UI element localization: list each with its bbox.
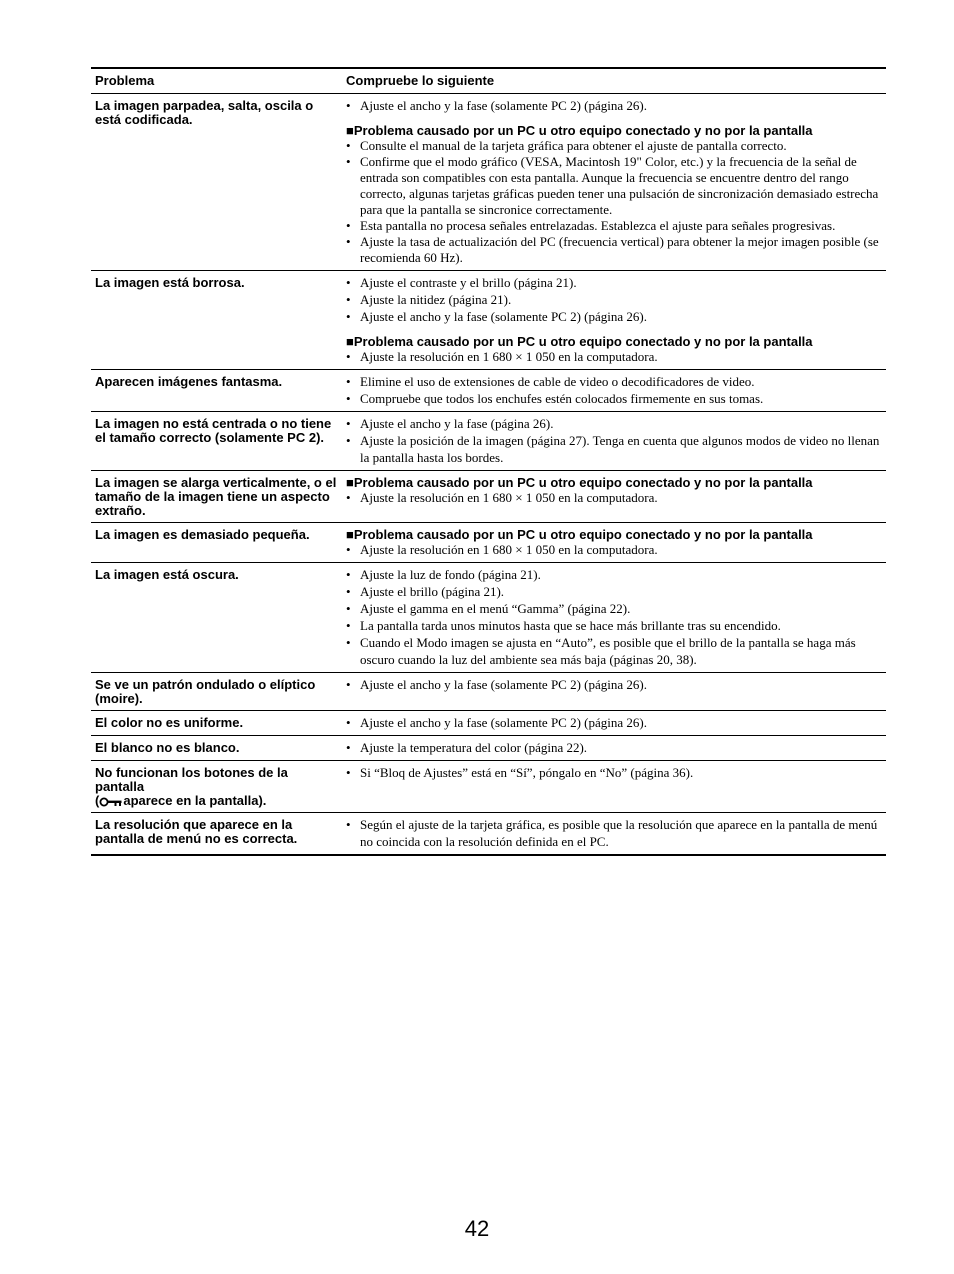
problem-cell: [91, 813, 342, 856]
check-cell: [342, 271, 886, 370]
problem-cell: [91, 271, 342, 370]
problem-text: El blanco no es blanco.: [95, 740, 240, 755]
problem-text: No funcionan los botones de la pantalla: [95, 765, 288, 794]
page-number: 42: [464, 1216, 490, 1241]
table-row: [91, 563, 886, 673]
problem-cell: [91, 523, 342, 563]
check-list: [346, 415, 882, 466]
check-cell: [342, 673, 886, 711]
check-list: [346, 816, 882, 850]
list-item: • Ajuste la nitidez (página 21).: [346, 291, 882, 308]
troubleshooting-table-container: [91, 67, 886, 856]
table-row: [91, 471, 886, 523]
list-item: • Ajuste la resolución en 1 680 × 1 050 en la computadora.: [346, 349, 882, 365]
problem-cell: [91, 94, 342, 271]
table-row: [91, 412, 886, 471]
section-heading: [346, 124, 882, 138]
table-row: [91, 711, 886, 736]
black-square-icon: ■: [346, 527, 354, 542]
list-item: • Confirme que el modo gráfico (VESA, Macintosh 19" Color, etc.) y la frecuencia de la señal de entrada son compatibles con esta pantalla. Aunque la frecuencia se encuentre dentro del rango correcto, algunas tarjetas gráficas pueden tener una pulsación de sincronización demasiado estrecha para que la pantalla se sincronice correctamente.: [346, 154, 882, 218]
list-item: • Ajuste el brillo (página 21).: [346, 583, 882, 600]
list-item: • Según el ajuste de la tarjeta gráfica, es posible que la resolución que aparece en la pantalla de menú no coincida con la resolución definida en el PC.: [346, 816, 882, 850]
black-square-icon: ■: [346, 334, 354, 349]
section-list: [346, 490, 882, 506]
section-list: [346, 349, 882, 365]
section-heading-text: Problema causado por un PC u otro equipo conectado y no por la pantalla: [353, 123, 813, 138]
list-item: • Compruebe que todos los enchufes estén colocados firmemente en sus tomas.: [346, 390, 882, 407]
section-heading-text: Problema causado por un PC u otro equipo conectado y no por la pantalla: [353, 334, 813, 349]
problem-text: La imagen está borrosa.: [95, 275, 245, 290]
problem-cell: [91, 412, 342, 471]
section-heading: [346, 476, 882, 490]
check-list: [346, 764, 882, 781]
problem-cell: [91, 673, 342, 711]
table-header-row: [91, 68, 886, 94]
table-row: [91, 523, 886, 563]
check-cell: [342, 761, 886, 813]
list-item: • Ajuste la temperatura del color (página 22).: [346, 739, 882, 756]
list-item: • Si “Bloq de Ajustes” está en “Sí”, póngalo en “No” (página 36).: [346, 764, 882, 781]
check-cell: [342, 813, 886, 856]
check-cell: [342, 370, 886, 412]
check-cell: [342, 736, 886, 761]
problem-text: Se ve un patrón ondulado o elíptico (moire).: [95, 677, 316, 706]
check-list: [346, 97, 882, 114]
table-row: [91, 370, 886, 412]
problem-cell: No funcionan los botones de la pantalla ( aparece en la pantalla).: [95, 765, 288, 808]
black-square-icon: ■: [346, 123, 354, 138]
check-list: [346, 274, 882, 325]
key-icon: [99, 797, 123, 807]
list-item: • Ajuste la luz de fondo (página 21).: [346, 566, 882, 583]
check-cell: [342, 563, 886, 673]
problem-text: La imagen se alarga verticalmente, o el tamaño de la imagen tiene un aspecto extraño.: [95, 475, 337, 518]
list-item: • Cuando el Modo imagen se ajusta en “Auto”, es posible que el brillo de la pantalla se haga más oscuro cuando la luz del ambiente sea más baja (páginas 20, 38).: [346, 634, 882, 668]
check-cell: [342, 412, 886, 471]
table-row: [91, 813, 886, 856]
list-item: • Ajuste la resolución en 1 680 × 1 050 en la computadora.: [346, 490, 882, 506]
list-item: • Ajuste el contraste y el brillo (página 21).: [346, 274, 882, 291]
table-row: [91, 736, 886, 761]
table-row: [91, 271, 886, 370]
section-heading-text: Problema causado por un PC u otro equipo conectado y no por la pantalla: [353, 527, 813, 542]
list-item: • Ajuste el ancho y la fase (solamente PC 2) (página 26).: [346, 714, 882, 731]
list-item: • Ajuste la resolución en 1 680 × 1 050 en la computadora.: [346, 542, 882, 558]
problem-cell: [91, 563, 342, 673]
problem-text: La imagen es demasiado pequeña.: [95, 527, 310, 542]
problem-text: El color no es uniforme.: [95, 715, 244, 730]
problem-cell: [91, 711, 342, 736]
check-cell: [342, 94, 886, 271]
problem-text: La imagen parpadea, salta, oscila o está codificada.: [95, 98, 314, 127]
check-list: [346, 739, 882, 756]
problem-cell: [91, 370, 342, 412]
black-square-icon: ■: [346, 475, 354, 490]
list-item: • Ajuste el gamma en el menú “Gamma” (página 22).: [346, 600, 882, 617]
list-item: • Ajuste la posición de la imagen (página 27). Tenga en cuenta que algunos modos de video no llenan la pantalla hasta los bordes.: [346, 432, 882, 466]
problem-text: La imagen no está centrada o no tiene el tamaño correcto (solamente PC 2).: [95, 416, 332, 445]
check-cell: [342, 523, 886, 563]
list-item: • Ajuste el ancho y la fase (solamente PC 2) (página 26).: [346, 676, 882, 693]
section-heading-text: Problema causado por un PC u otro equipo conectado y no por la pantalla: [353, 475, 813, 490]
troubleshooting-table: [91, 67, 886, 856]
check-list: [346, 373, 882, 407]
column-header-check: Compruebe lo siguiente: [346, 73, 495, 88]
column-header-problem: Problema: [95, 73, 155, 88]
problem-text: Aparecen imágenes fantasma.: [95, 374, 283, 389]
list-item: • Ajuste el ancho y la fase (página 26).: [346, 415, 882, 432]
problem-text: La resolución que aparece en la pantalla de menú no es correcta.: [95, 817, 298, 846]
check-list: [346, 676, 882, 693]
section-heading: [346, 335, 882, 349]
table-row: [91, 761, 886, 813]
list-item: • Ajuste la tasa de actualización del PC (frecuencia vertical) para obtener la mejor imagen posible (se recomienda 60 Hz).: [346, 234, 882, 266]
section-list: [346, 138, 882, 266]
check-list: [346, 714, 882, 731]
check-list: [346, 566, 882, 668]
problem-text-suffix: aparece en la pantalla).: [123, 793, 267, 808]
check-cell: [342, 711, 886, 736]
list-item: • Elimine el uso de extensiones de cable de video o decodificadores de video.: [346, 373, 882, 390]
table-row: [91, 673, 886, 711]
list-item: • Esta pantalla no procesa señales entrelazadas. Establezca el ajuste para señales progresivas.: [346, 218, 882, 234]
table-row: [91, 94, 886, 271]
list-item: • Ajuste el ancho y la fase (solamente PC 2) (página 26).: [346, 97, 882, 114]
list-item: • Ajuste el ancho y la fase (solamente PC 2) (página 26).: [346, 308, 882, 325]
section-heading: [346, 528, 882, 542]
check-cell: [342, 471, 886, 523]
problem-cell: [91, 736, 342, 761]
section-list: [346, 542, 882, 558]
list-item: • Consulte el manual de la tarjeta gráfica para obtener el ajuste de pantalla correcto.: [346, 138, 882, 154]
list-item: • La pantalla tarda unos minutos hasta que se hace más brillante tras su encendido.: [346, 617, 882, 634]
problem-text: La imagen está oscura.: [95, 567, 239, 582]
problem-cell: [91, 471, 342, 523]
